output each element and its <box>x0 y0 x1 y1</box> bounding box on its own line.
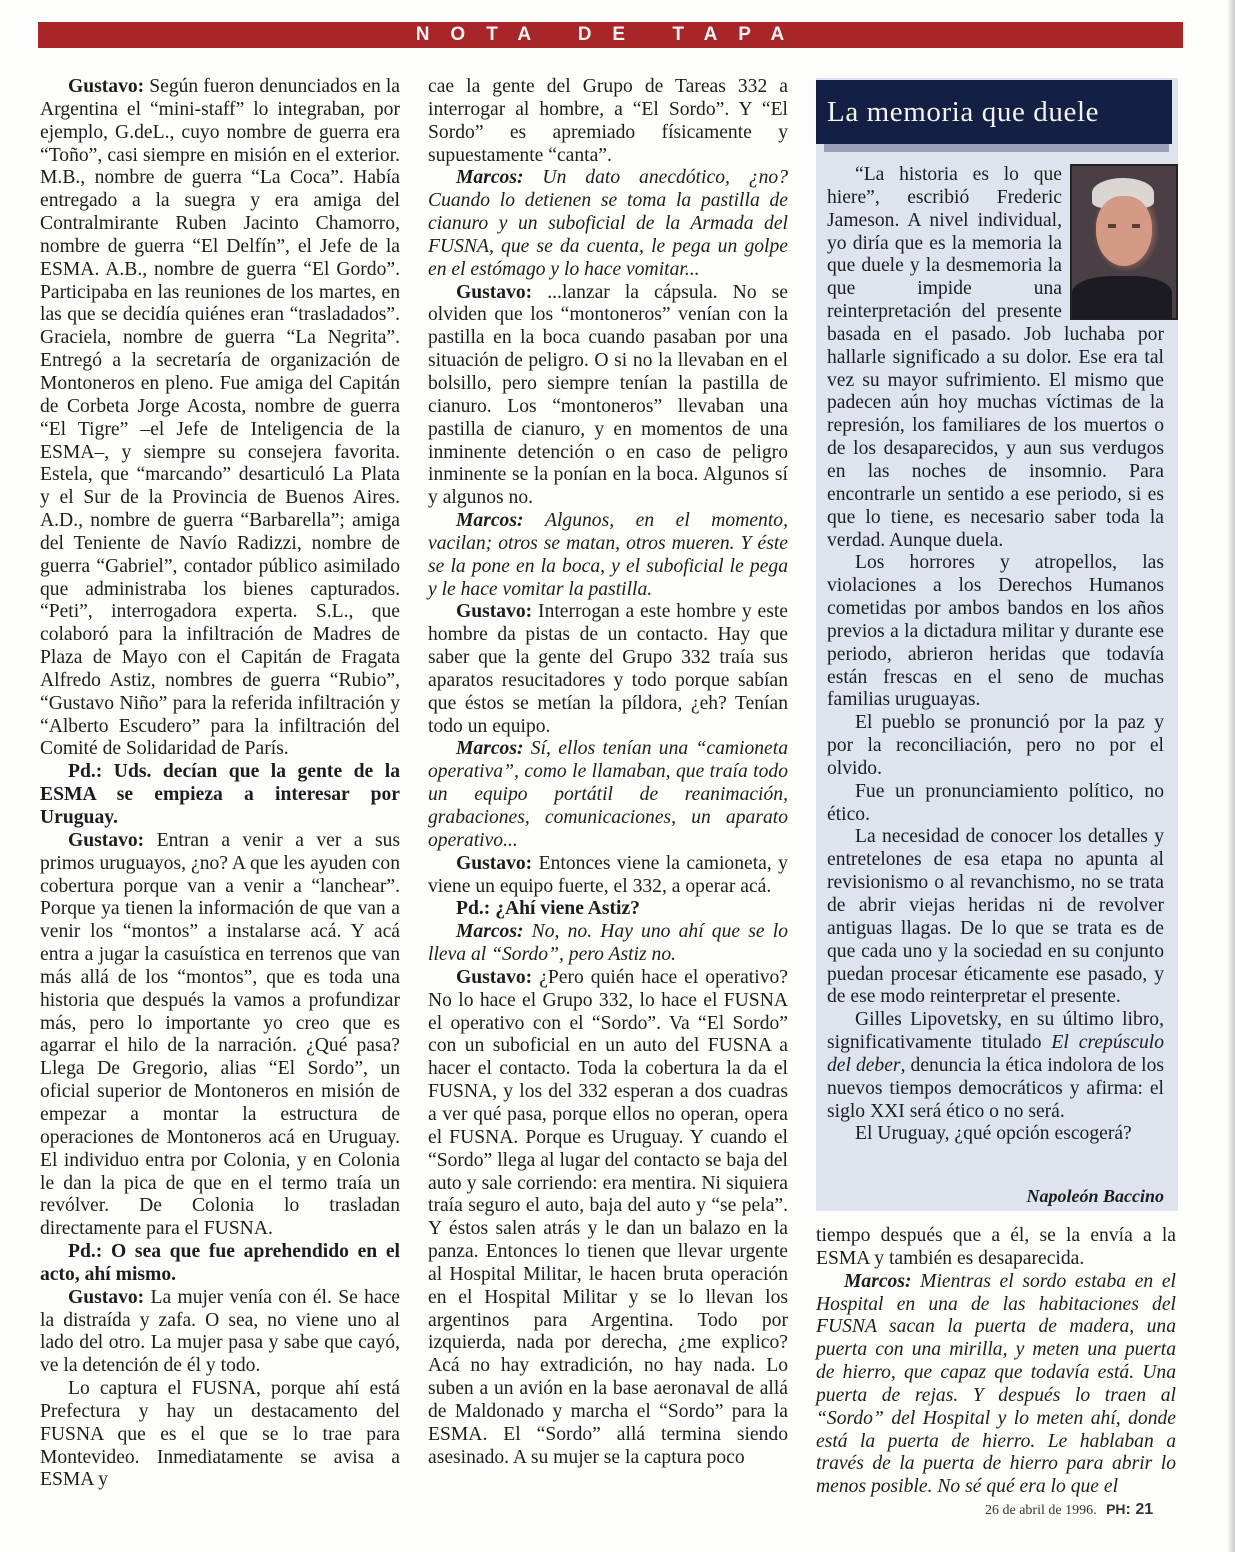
interviewer-question: Pd.: Uds. decían que la gente de la ESMA se empieza a interesar por Uruguay. <box>40 761 400 828</box>
sidebar-paragraph: Fue un pronunciamiento político, no ético. <box>827 780 1164 825</box>
article-paragraph: Gustavo: Entonces viene la camioneta, y viene un equipo fuerte, el 332, a operar acá. <box>428 852 788 897</box>
sidebar-text <box>827 164 1164 1146</box>
sidebar-paragraph: Los horrores y atropellos, las violaciones a los Derechos Humanos cometidas por ambos bandos en los años previos a la dictadura militar y durante ese periodo, abrieron heridas que todavía están frescas en el seno de muchas familias uruguayas. <box>827 552 1164 711</box>
speaker-name: Marcos: <box>456 738 524 760</box>
speaker-name: Marcos: <box>456 167 524 189</box>
interviewer-question: Pd.: ¿Ahí viene Astiz? <box>456 898 640 920</box>
sidebar-paragraph: La necesidad de conocer los detalles y entretelones de esa etapa no apunta al revisionismo o al revanchismo, no se trata de abrir viejas heridas ni de revolver antiguas llagas. De lo que se trata es de que cada uno y la sociedad en su conjunto puedan procesar éticamente ese pasado, y de ese modo reinterpretar el presente. <box>827 826 1164 1008</box>
article-paragraph: Gustavo: Interrogan a este hombre y este hombre da pistas de un contacto. Hay que saber que la gente del Grupo 332 traía sus aparatos resucitadores y todo porque sabían que éstos se metían la píldora, ¿eh? Tenían todo un equipo. <box>428 601 788 737</box>
sidebar-paragraph: El pueblo se pronunció por la paz y por la reconciliación, pero no por el olvido. <box>827 712 1164 779</box>
speaker-name: Marcos: <box>456 921 524 943</box>
page-edge <box>1227 0 1235 1552</box>
article-paragraph: Gustavo: Según fueron denunciados en la Argentina el “mini-staff” lo integraban, por ejemplo, G.deL., cuyo nombre de guerra era “Toño”, casi siempre en misión en el exterior. M.B., nombre de guerra “La Coca”. Había entregado a la suegra y era amiga del Contralmirante Ruben Jacinto Chamorro, nombre de guerra “El Delfín”, el Jefe de la ESMA. A.B., nombre de guerra “El Gordo”. Participaba en las reuniones de los martes, en las que se decidía quiénes eran “trasladados”. Graciela, nombre de guerra “La Negrita”. Entregó a la secretaría de organización de Montoneros en pleno. Fue amiga del Capitán de Corbeta Jorge Acosta, nombre de guerra “El Tigre” –el Jefe de Inteligencia de la ESMA–, y siempre su consejera favorita. Estela, que “marcando” desarticuló La Plata y el Sur de la Provincia de Buenos Aires. A.D., nombre de guerra “Barbarella”; amiga del Teniente de Navío Radizzi, nombre de guerra “Gabriel”, contador público asimilado que administraba los bienes capturados. “Peti”, interrogadora experta. S.L., que colaboró para la infiltración de Madres de Plaza de Mayo con el Capitán de Fragata Alfredo Astiz, nombres de guerra “Rubio”, “Gustavo Niño” para la referida infiltración y “Alberto Escudero” para la infiltración del Comité de Solidaridad de París. <box>40 76 400 760</box>
section-banner <box>38 22 1183 48</box>
article-paragraph: Gustavo: ...lanzar la cápsula. No se olviden que los “montoneros” venían con la pastilla en la boca cuando pasaban por una situación de peligro. O si no la llevaban en el bolsillo, pero siempre tenían la pastilla de cianuro. Los “montoneros” llevaban una pastilla de cianuro, y en momentos de una inminente detención o en caso de peligro inminente se la ponían en la boca. Algunos sí y algunos no. <box>428 281 788 509</box>
speaker-name: Marcos: <box>844 1270 912 1292</box>
article-paragraph: Marcos: No, no. Hay uno ahí que se lo lleva al “Sordo”, pero Astiz no. <box>428 921 788 966</box>
sidebar-paragraph: “La historia es lo que hiere”, escribió Frederic Jameson. A nivel individual, yo diría que es la memoria la que duele y la desmemoria la que impide una reinterpretación del presente basada en el pasado. Job luchaba por hallarle significado a su dolor. Ese era tal vez su mayor sufrimiento. El mismo que padecen aún hoy muchas víctimas de la represión, los familiares de los muertos o de los desaparecidos, y aun sus verdugos en las noches de insomnio. Para encontrarle un sentido a ese periodo, si es que lo tiene, es necesario saber toda la verdad. Aunque duela. <box>827 164 1164 552</box>
article-paragraph: cae la gente del Grupo de Tareas 332 a interrogar al hombre, a “El Sordo”. Y “El Sordo” es apremiado físicamente y supuestamente “canta”. <box>428 76 788 166</box>
sidebar-author: Napoleón Baccino <box>1026 1186 1164 1206</box>
article-paragraph: Lo captura el FUSNA, porque ahí está Prefectura y hay un destacamento del FUSNA que es el que se lo trae para Montevideo. Inmediatamente se avisa a ESMA y <box>40 1378 400 1491</box>
article-paragraph: tiempo después que a él, se la envía a la ESMA y también es desaparecida. <box>816 1225 1176 1269</box>
article-paragraph: Gustavo: La mujer venía con él. Se hace la distraída y zafa. O sea, no viene uno al lado del otro. La mujer pasa y sabe que cayó, ve la detención de él y todo. <box>40 1286 400 1377</box>
interviewer-question: Pd.: O sea que fue aprehendido en el acto, ahí mismo. <box>40 1241 400 1285</box>
portrait-photo-icon <box>1070 164 1178 320</box>
page-footer: 26 de abril de 1996. PH: 21 <box>985 1501 1154 1518</box>
sidebar-paragraph: Gilles Lipovetsky, en su último libro, significativamente titulado El crepúsculo del deber, denuncia la ética indolora de los nuevos tiempos democráticos y afirma: el siglo XXI será ético o no será. <box>827 1009 1164 1122</box>
article-column-1 <box>40 76 400 1492</box>
article-column-3 <box>816 1225 1176 1499</box>
article-paragraph: Gustavo: ¿Pero quién hace el operativo? No lo hace el Grupo 332, lo hace el FUSNA el operativo con el “Sordo”. Va “El Sordo” con un suboficial en un auto del FUSNA a hacer el contacto. Toda la cobertura la da el FUSNA, y los del 332 esperan a dos cuadras a ver qué pasa, porque ellos no operan, opera el FUSNA. Porque es Uruguay. Y cuando el “Sordo” llega al lugar del contacto se baja del auto y sale corriendo: era mentira. Ni siquiera traía seguro el auto, baja del auto y “se pela”. Y éstos salen atrás y le dan un balazo en la panza. Entonces lo tienen que llevar urgente al Hospital Militar, le hacen bruta operación en el Hospital Militar y se lo llevan los argentinos para Argentina. Todo por izquierda, nada por derecha, ¿me explico? Acá no hay extradición, no hay nada. Lo suben a un avión en la base aeronaval de allá de Maldonado y marcha el “Sordo” para la ESMA. El “Sordo” allá termina siendo asesinado. A su mujer se la captura poco <box>428 966 788 1468</box>
speaker-name: Marcos: <box>456 510 524 532</box>
article-column-2 <box>428 76 788 1469</box>
book-title: El crepúsculo del deber <box>827 1032 1164 1076</box>
speaker-name: Gustavo: <box>68 1286 145 1308</box>
article-paragraph: Marcos: Un dato anecdótico, ¿no? Cuando lo detienen se toma la pastilla de cianuro y un suboficial de la Armada del FUSNA, que se da cuenta, le pega un golpe en el estómago y lo hace vomitar... <box>428 167 788 280</box>
article-paragraph: Marcos: Mientras el sordo estaba en el Hospital en una de las habitaciones del FUSNA sacan la puerta de madera, una puerta con una mirilla, y meten una puerta de hierro, que capaz que todavía está. Una puerta de rejas. Y después lo traen al “Sordo” del Hospital y lo meten ahí, donde está la puerta de hierro. Le hablaban a través de la puerta de hierro para abrir lo menos posible. No sé qué era lo que el <box>816 1270 1176 1498</box>
speaker-name: Gustavo: <box>456 281 533 303</box>
page-number: 21 <box>1135 1501 1154 1518</box>
sidebar-paragraph: El Uruguay, ¿qué opción escogerá? <box>855 1123 1132 1145</box>
speaker-name: Gustavo: <box>68 76 145 97</box>
sidebar-title: La memoria que duele <box>816 80 1172 144</box>
article-paragraph: Marcos: Sí, ellos tenían una “camioneta operativa”, como le llamaban, que traía todo un equipo portátil de reanimación, grabaciones, comunicaciones, un aparato operativo... <box>428 738 788 851</box>
speaker-name: Gustavo: <box>68 829 145 851</box>
magazine-logo: PH <box>1106 1501 1126 1517</box>
article-paragraph: Gustavo: Entran a venir a ver a sus primos uruguayos, ¿no? A que les ayuden con cobertura porque van a venir a “lanchear”. Porque ya tienen la información de que van a venir los “montos” a instalarse acá. Y acá entra a jugar la casuística en terrenos que van más allá de los “montos”, que es toda una historia que después la vamos a profundizar más, pero lo importante yo creo que es agarrar el hilo de la narración. ¿Qué pasa? Llega De Gregorio, alias “El Sordo”, un oficial superior de Montoneros en misión de empezar a montar la estructura de operaciones de Montoneros acá en Uruguay. El individuo entra por Colonia, y en Colonia le dan la pica de que en el termo traía un revólver. De Colonia lo trasladan directamente para el FUSNA. <box>40 829 400 1240</box>
speaker-name: Gustavo: <box>456 852 533 874</box>
speaker-name: Gustavo: <box>456 601 533 623</box>
section-title: NOTA DE TAPA <box>415 24 806 45</box>
article-paragraph: Marcos: Algunos, en el momento, vacilan; otros se matan, otros mueren. Y éste se la pone en la boca, y el suboficial le pega y le hace vomitar la pastilla. <box>428 510 788 600</box>
speaker-name: Gustavo: <box>456 966 533 988</box>
issue-date: 26 de abril de 1996. <box>985 1503 1097 1518</box>
